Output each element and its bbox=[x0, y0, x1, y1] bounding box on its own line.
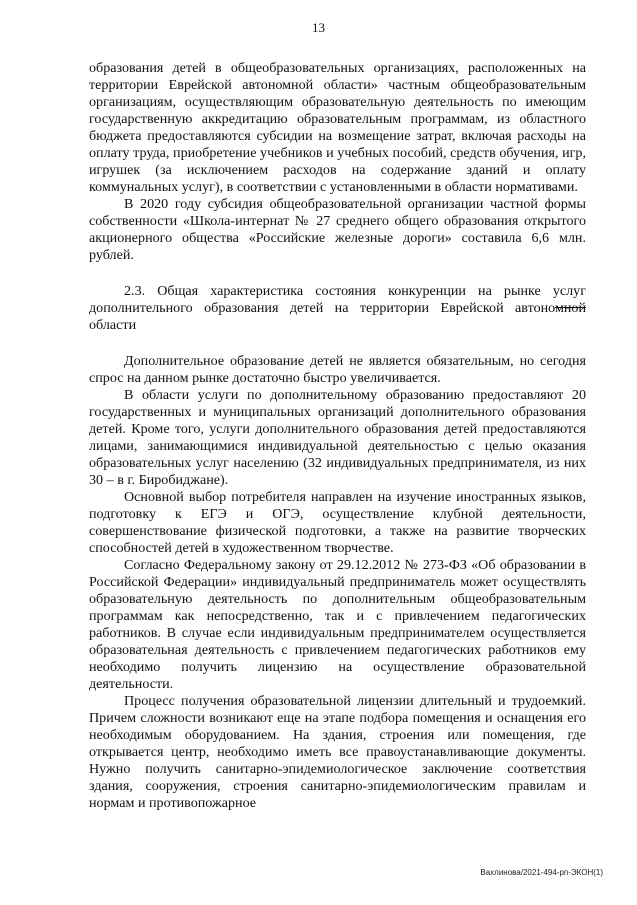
page-number: 13 bbox=[312, 20, 325, 35]
heading-text: 2.3. Общая характеристика состояния конкуренции на рынке услуг дополнительного образования детей на территории Еврейской автоно bbox=[89, 283, 586, 316]
paragraph-consumer-choice: Основной выбор потребителя направлен на изучение иностранных языков, подготовку к ЕГЭ и ОГЭ, осуществление клубной деятельности, совершенствование физической подготовки, а также на развитие творческих способностей детей в художественном творчестве. bbox=[89, 489, 586, 556]
paragraph-subsidy-continuation: образования детей в общеобразовательных организациях, расположенных на территории Еврейской автономной области» частным общеобразовательным организациям, осуществляющим образовательную деятельность по имеющим государственную аккредитацию образовательным программам, из областного бюджета предоставляются субсидии на возмещение затрат, включая расходы на оплату труда, приобретение учебников и учебных пособий, средств обучения, игр, игрушек (за исключением расходов на содержание зданий и оплату коммунальных услуг), в соответствии с установленными в области нормативами. bbox=[89, 60, 586, 195]
heading-struck-text: мной bbox=[554, 300, 586, 316]
paragraph-subsidy-2020: В 2020 году субсидия общеобразовательной организации частной формы собственности «Школа-интернат № 27 среднего общего образования открытого акционерного общества «Российские железные дороги» составила 6,6 млн. рублей. bbox=[89, 196, 586, 263]
paragraph-federal-law: Согласно Федеральному закону от 29.12.2012 № 273-ФЗ «Об образовании в Российской Федерации» индивидуальный предприниматель может осуществлять образовательную деятельность по дополнительным общеобразовательным программам как непосредственно, так и с привлечением педагогических работников. В случае если индивидуальным предпринимателем осуществляется образовательная деятельность с привлечением педагогических работников ему необходимо получить лицензию на осуществление образовательной деятельности. bbox=[89, 557, 586, 692]
document-footer-code: Вахлинова/2021-494-рп-ЭКОН(1) bbox=[480, 868, 603, 877]
heading-text-tail: области bbox=[89, 317, 137, 333]
paragraph-licensing-process: Процесс получения образовательной лицензии длительный и трудоемкий. Причем сложности возникают еще на этапе подбора помещения и оснащения его необходимым оборудованием. На здания, строения или помещения, где открывается центр, необходимо иметь все правоустанавливающие документы. Нужно получить санитарно-эпидемиологическое заключение соответствия здания, сооружения, строения санитарно-эпидемиологическим правилам и нормам и противопожарное bbox=[89, 693, 586, 811]
paragraph-providers: В области услуги по дополнительному образованию предоставляют 20 государственных и муниципальных организаций дополнительного образования детей. Кроме того, услуги дополнительного образования детей предоставляются лицами, занимающимися индивидуальной деятельностью с целью оказания образовательных услуг населению (32 индивидуальных предпринимателя, из них 30 – в г. Биробиджане). bbox=[89, 387, 586, 488]
paragraph-not-mandatory: Дополнительное образование детей не является обязательным, но сегодня спрос на данном рынке достаточно быстро увеличивается. bbox=[89, 353, 586, 386]
section-heading-2-3 bbox=[89, 283, 586, 334]
document-body bbox=[89, 60, 586, 812]
